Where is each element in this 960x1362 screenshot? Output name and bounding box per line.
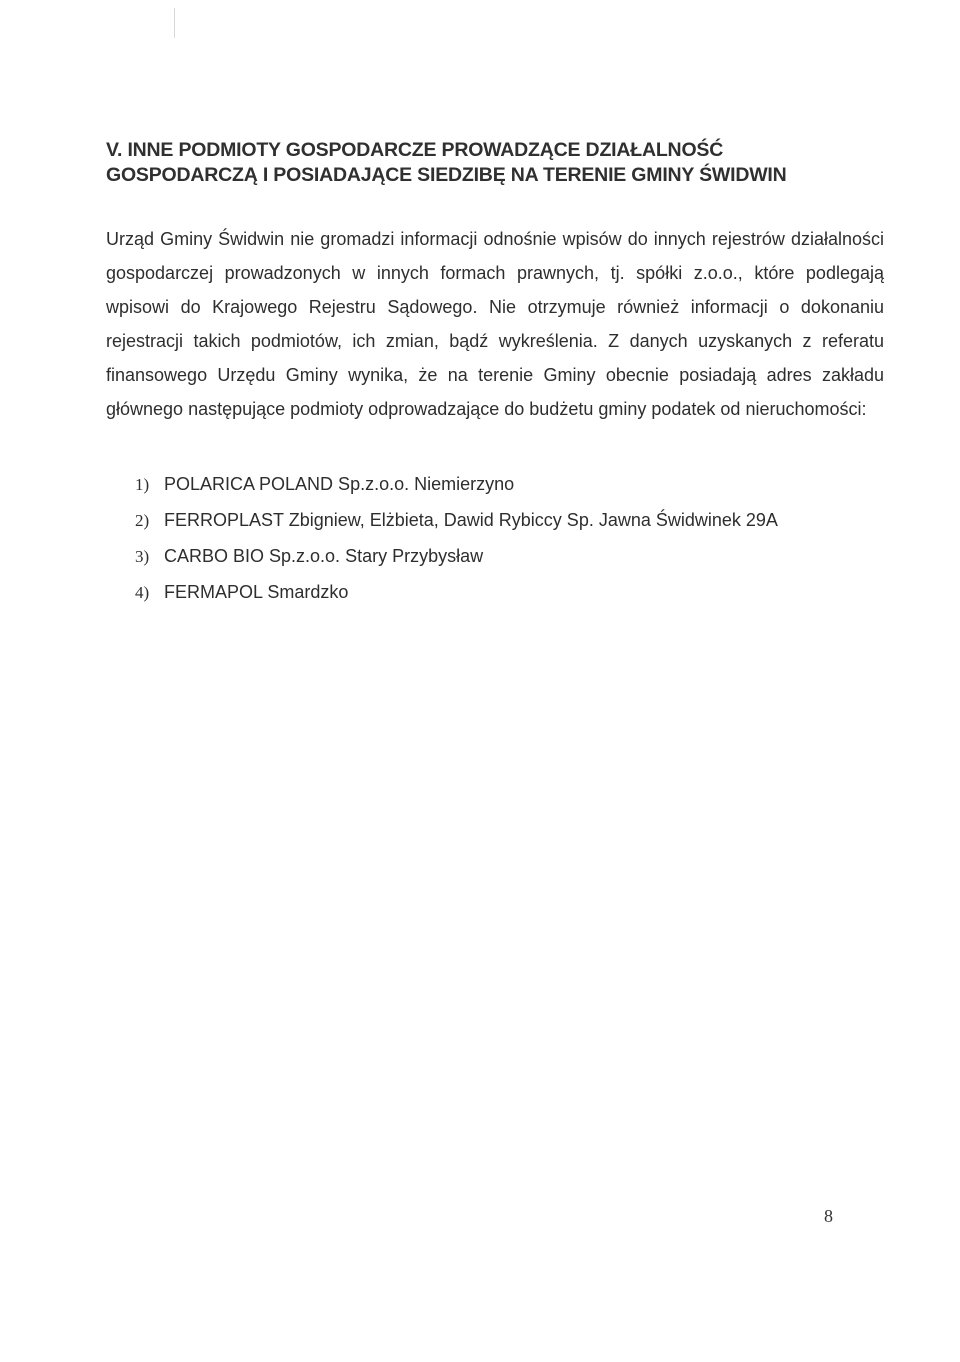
entity-list-item [106, 538, 896, 574]
entity-list-item [106, 574, 896, 610]
entity-name: FERROPLAST Zbigniew, Elżbieta, Dawid Rybiccy Sp. Jawna Świdwinek 29A [164, 510, 778, 530]
entity-number: 4) [135, 583, 150, 602]
entity-list-item [106, 502, 896, 538]
page-number: 8 [824, 1206, 833, 1226]
entity-list [106, 466, 896, 610]
entity-number: 1) [135, 475, 150, 494]
scan-artifact [174, 8, 175, 38]
section-title [106, 138, 896, 188]
entity-name: CARBO BIO Sp.z.o.o. Stary Przybysław [164, 546, 484, 566]
body-paragraph: Urząd Gminy Świdwin nie gromadzi informacji odnośnie wpisów do innych rejestrów działalności gospodarczej prowadzonych w innych formach prawnych, tj. spółki z.o.o., które podlegają wpisowi do Krajowego Rejestru Sądowego. Nie otrzymuje również informacji o dokonaniu rejestracji takich podmiotów, ich zmian, bądź wykreślenia. Z danych uzyskanych z referatu finansowego Urzędu Gminy wynika, że na terenie Gminy obecnie posiadają adres zakładu głównego następujące podmioty odprowadzające do budżetu gminy podatek od nieruchomości: [106, 229, 884, 419]
section-title-line-2: GOSPODARCZĄ I POSIADAJĄCE SIEDZIBĘ NA TERENIE GMINY ŚWIDWIN [106, 164, 787, 186]
section-title-line-1: V. INNE PODMIOTY GOSPODARCZE PROWADZĄCE DZIAŁALNOŚĆ [106, 139, 724, 161]
entity-list-item [106, 466, 896, 502]
entity-name: POLARICA POLAND Sp.z.o.o. Niemierzyno [164, 474, 515, 494]
entity-number: 3) [135, 547, 150, 566]
entity-name: FERMAPOL Smardzko [164, 582, 349, 602]
entity-number: 2) [135, 511, 150, 530]
